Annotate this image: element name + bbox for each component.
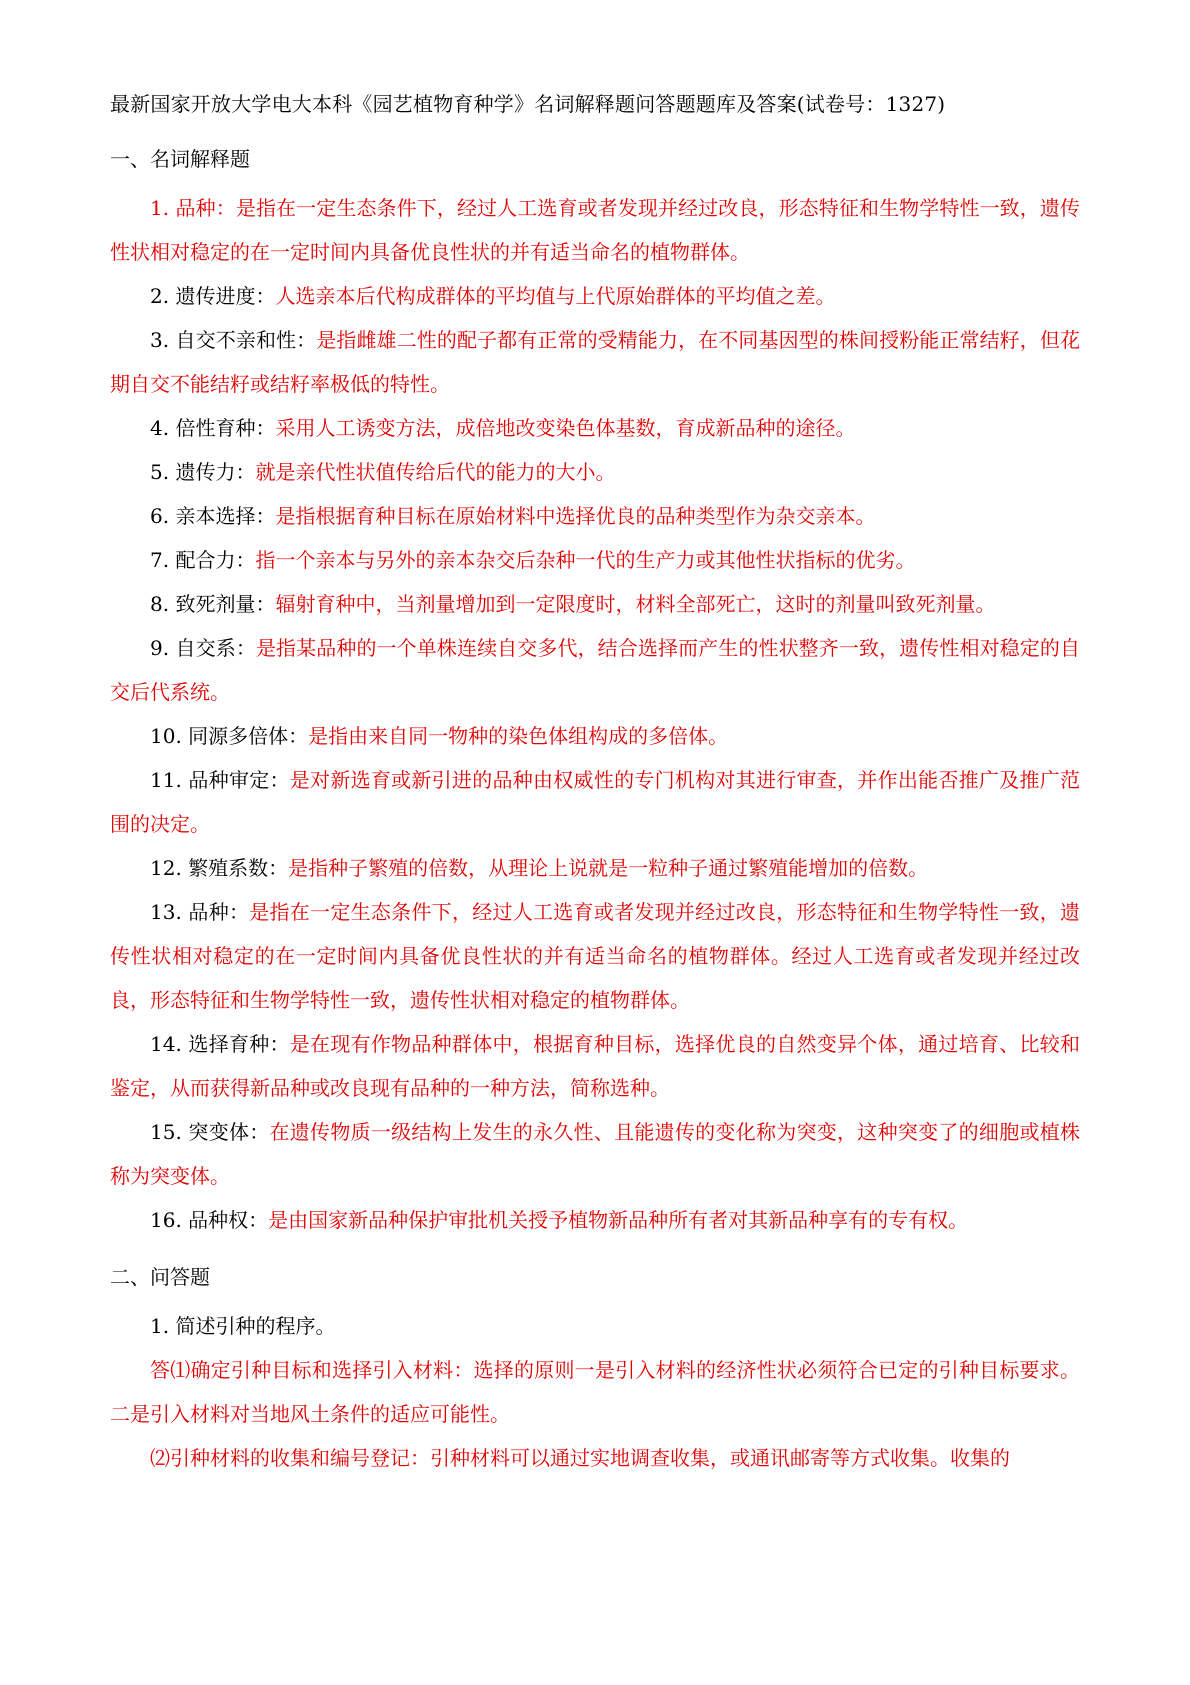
term-label: 2. 遗传进度： bbox=[150, 284, 276, 308]
document-title: 最新国家开放大学电大本科《园艺植物育种学》名词解释题问答题题库及答案(试卷号：1327) bbox=[110, 92, 946, 116]
term-definition: 是指由来自同一物种的染色体组构成的多倍体。 bbox=[308, 724, 729, 748]
term-item bbox=[110, 1022, 1080, 1110]
term-item bbox=[110, 450, 1080, 494]
term-label: 13. 品种： bbox=[150, 900, 250, 924]
term-definition: 在遗传物质一级结构上发生的永久性、且能遗传的变化称为突变，这种突变了的细胞或植株称为突变体。 bbox=[110, 1120, 1080, 1188]
term-label: 4. 倍性育种： bbox=[150, 416, 276, 440]
term-item bbox=[110, 274, 1080, 318]
term-item bbox=[110, 186, 1080, 274]
term-definition: 辐射育种中，当剂量增加到一定限度时，材料全部死亡，这时的剂量叫致死剂量。 bbox=[275, 592, 996, 616]
term-item bbox=[110, 318, 1080, 406]
term-definition: 人选亲本后代构成群体的平均值与上代原始群体的平均值之差。 bbox=[275, 284, 836, 308]
term-label: 16. 品种权： bbox=[150, 1208, 269, 1232]
answer-paragraph: 答⑴确定引种目标和选择引入材料：选择的原则一是引入材料的经济性状必须符合已定的引种目标要求。二是引入材料对当地风土条件的适应可能性。 bbox=[110, 1358, 1080, 1426]
term-label: 15. 突变体： bbox=[150, 1120, 270, 1144]
term-definition: 是指在一定生态条件下，经过人工选育或者发现并经过改良，形态特征和生物学特性一致，遗传性状相对稳定的在一定时间内具备优良性状的并有适当命名的植物群体。经过人工选育或者发现并经过改良，形态特征和生物学特性一致，遗传性状相对稳定的植物群体。 bbox=[110, 900, 1081, 1012]
term-label: 6. 亲本选择： bbox=[150, 504, 276, 528]
answer-paragraph: ⑵引种材料的收集和编号登记：引种材料可以通过实地调查收集，或通讯邮寄等方式收集。收集的 bbox=[150, 1446, 1010, 1470]
term-definition: 是在现有作物品种群体中，根据育种目标，选择优良的自然变异个体，通过培育、比较和鉴定，从而获得新品种或改良现有品种的一种方法，简称选种。 bbox=[110, 1032, 1080, 1100]
term-definition: 是指在一定生态条件下，经过人工选育或者发现并经过改良，形态特征和生物学特性一致，遗传性状相对稳定的在一定时间内具备优良性状的并有适当命名的植物群体。 bbox=[110, 196, 1080, 264]
term-item bbox=[110, 1110, 1080, 1198]
term-label: 12. 繁殖系数： bbox=[150, 856, 289, 880]
term-item bbox=[110, 582, 1080, 626]
term-label: 1. 品种： bbox=[150, 196, 236, 220]
term-definition: 就是亲代性状值传给后代的能力的大小。 bbox=[255, 460, 616, 484]
section-heading-questions: 二、问答题 bbox=[110, 1265, 210, 1289]
term-definition: 指一个亲本与另外的亲本杂交后杂种一代的生产力或其他性状指标的优劣。 bbox=[255, 548, 916, 572]
term-definition: 采用人工诱变方法，成倍地改变染色体基数，育成新品种的途径。 bbox=[275, 416, 856, 440]
term-definition: 是指种子繁殖的倍数，从理论上说就是一粒种子通过繁殖能增加的倍数。 bbox=[288, 856, 929, 880]
term-item bbox=[110, 538, 1080, 582]
term-label: 11. 品种审定： bbox=[150, 768, 290, 792]
term-item bbox=[110, 714, 1080, 758]
term-label: 5. 遗传力： bbox=[150, 460, 256, 484]
term-item bbox=[110, 890, 1080, 1022]
term-item bbox=[110, 406, 1080, 450]
term-item bbox=[110, 494, 1080, 538]
term-definition: 是由国家新品种保护审批机关授予植物新品种所有者对其新品种享有的专有权。 bbox=[268, 1208, 969, 1232]
term-label: 3. 自交不亲和性： bbox=[150, 328, 317, 352]
section-heading-terms: 一、名词解释题 bbox=[110, 147, 250, 171]
question-text: 1. 简述引种的程序。 bbox=[150, 1314, 336, 1338]
term-item bbox=[110, 1198, 1080, 1242]
term-item bbox=[110, 626, 1080, 714]
term-definition: 是指某品种的一个单株连续自交多代，结合选择而产生的性状整齐一致，遗传性相对稳定的自交后代系统。 bbox=[110, 636, 1080, 704]
term-label: 14. 选择育种： bbox=[150, 1032, 290, 1056]
term-label: 9. 自交系： bbox=[150, 636, 256, 660]
term-label: 7. 配合力： bbox=[150, 548, 256, 572]
term-item bbox=[110, 758, 1080, 846]
term-definition: 是对新选育或新引进的品种由权威性的专门机构对其进行审查，并作出能否推广及推广范围的决定。 bbox=[110, 768, 1080, 836]
document-page bbox=[110, 90, 1080, 1480]
term-item bbox=[110, 846, 1080, 890]
term-label: 8. 致死剂量： bbox=[150, 592, 276, 616]
term-definition: 是指雌雄二性的配子都有正常的受精能力，在不同基因型的株间授粉能正常结籽，但花期自交不能结籽或结籽率极低的特性。 bbox=[110, 328, 1080, 396]
term-list bbox=[110, 186, 1080, 1242]
term-definition: 是指根据育种目标在原始材料中选择优良的品种类型作为杂交亲本。 bbox=[275, 504, 876, 528]
term-label: 10. 同源多倍体： bbox=[150, 724, 309, 748]
